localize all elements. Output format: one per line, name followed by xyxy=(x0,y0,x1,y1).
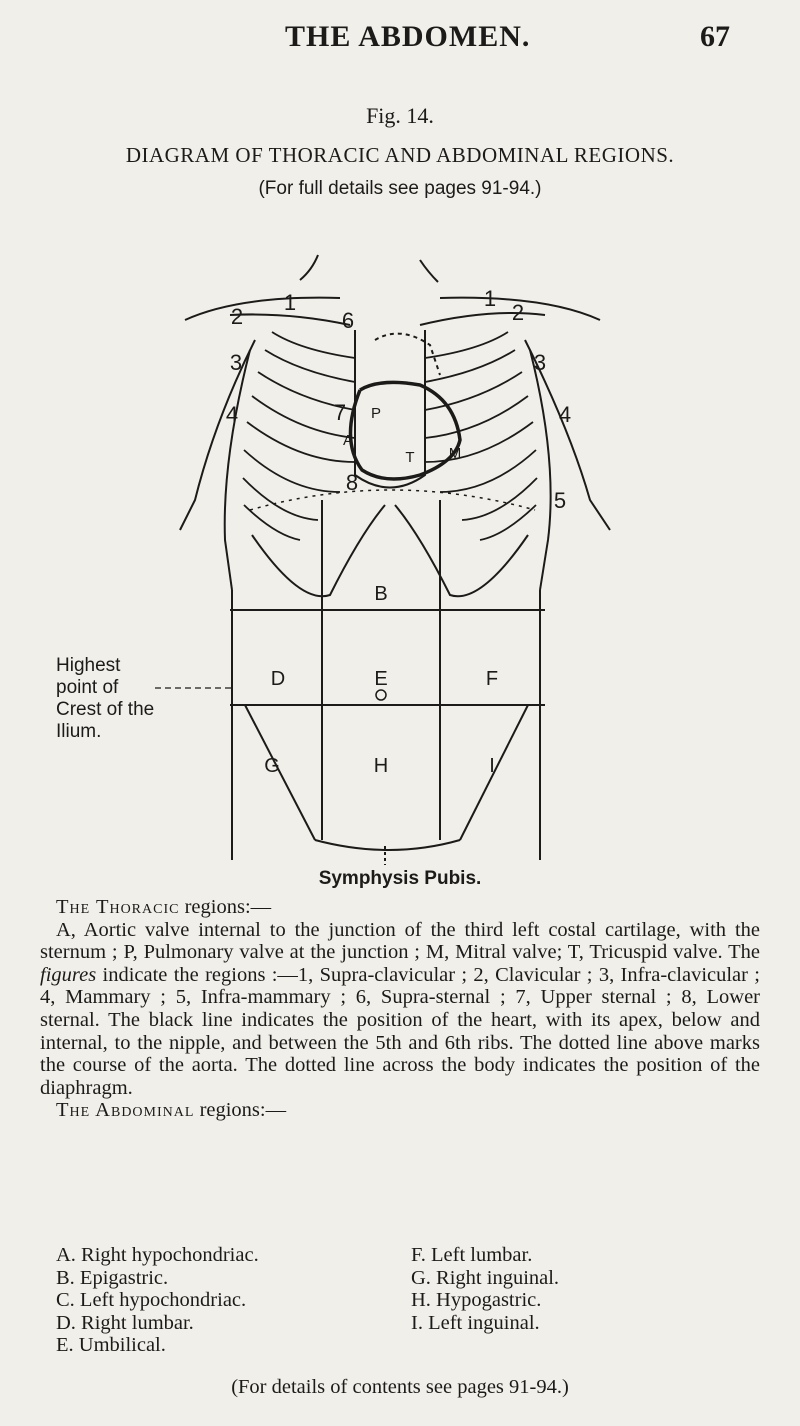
left-inguinal-line xyxy=(245,705,315,840)
region-number-3-left: 3 xyxy=(229,350,243,375)
region-letter-f: F xyxy=(485,668,499,690)
abdominal-heading-caps: The Abdominal xyxy=(56,1099,195,1122)
running-title: THE ABDOMEN. xyxy=(285,20,531,53)
right-clavicle xyxy=(420,313,545,325)
abdominal-list-right xyxy=(411,1244,731,1334)
region-number-5: 5 xyxy=(553,488,567,513)
crest-of-ilium-label xyxy=(56,655,154,743)
region-letter-b: B xyxy=(374,583,388,605)
region-number-1-left: 1 xyxy=(283,290,297,315)
abdominal-list-left xyxy=(56,1244,396,1357)
thoracic-body-1: A, Aortic valve internal to the junction of the third left costal cartilage, with the sternum ; P, Pulmonary valve at the junction ; M, Mitral valve; T, Tricuspid valve. The xyxy=(40,918,760,964)
neck-left-line xyxy=(300,255,318,280)
neck-right-line xyxy=(420,260,438,282)
list-item: B. Epigastric. xyxy=(56,1266,169,1289)
thoraco-abdominal-diagram xyxy=(0,200,800,870)
page-number: 67 xyxy=(700,20,730,53)
right-ribs xyxy=(425,332,537,540)
region-letter-g: G xyxy=(264,755,280,777)
region-letter-e: E xyxy=(374,668,388,690)
figure-label: Fig. 14. xyxy=(366,103,434,128)
region-number-3-right: 3 xyxy=(533,350,547,375)
region-number-4-left: 4 xyxy=(225,402,239,427)
list-item: G. Right inguinal. xyxy=(411,1266,560,1289)
region-letter-i: I xyxy=(489,755,495,777)
thoracic-heading-rest: regions:— xyxy=(179,896,272,918)
left-ribs xyxy=(243,332,355,540)
region-number-7: 7 xyxy=(333,400,347,425)
region-number-2-left: 2 xyxy=(230,304,244,329)
left-shoulder-line xyxy=(185,298,340,320)
thoracic-body-2: indicate the regions :—1, Supra-clavicular ; 2, Clavicular ; 3, Infra-clavicular ; 4, Mammary ; 5, Infra-mammary ; 6, Supra-sternal ; 7, Upper sternal ; 8, Lower sternal. The black line indicates the position of the heart, with its apex, below and internal, to the nipple, and between the 5th and 6th ribs. The dotted line above marks the course of the aorta. The dotted line across the body indicates the position of the diaphragm. xyxy=(40,963,760,1099)
list-item: E. Umbilical. xyxy=(56,1334,166,1357)
figure-title: DIAGRAM OF THORACIC AND ABDOMINAL REGIONS. xyxy=(125,143,675,167)
abdominal-heading-rest: regions:— xyxy=(194,1099,287,1122)
contents-note: (For details of contents see pages 91-94.) xyxy=(231,1376,569,1398)
umbilicus-mark xyxy=(376,690,386,700)
thoracic-heading xyxy=(40,896,760,919)
side-label-line: Ilium. xyxy=(56,721,102,742)
region-number-1-right: 1 xyxy=(483,286,497,311)
region-letter-h: H xyxy=(373,755,389,777)
side-label-line: Crest of the xyxy=(56,699,155,720)
list-item: I. Left inguinal. xyxy=(411,1311,540,1334)
side-label-line: point of xyxy=(56,677,119,698)
aorta-dotted-line xyxy=(375,334,440,375)
list-item: A. Right hypochondriac. xyxy=(56,1244,259,1266)
left-costal-margin xyxy=(252,505,385,596)
figure-note: (For full details see pages 91-94.) xyxy=(258,178,542,199)
list-item: H. Hypogastric. xyxy=(411,1289,542,1312)
running-header xyxy=(0,20,800,60)
list-item: F. Left lumbar. xyxy=(411,1244,533,1266)
region-number-6: 6 xyxy=(341,308,355,333)
list-item: D. Right lumbar. xyxy=(56,1311,194,1334)
left-chest-wall xyxy=(225,350,250,590)
left-clavicle xyxy=(230,314,350,325)
abdominal-heading xyxy=(40,1099,760,1122)
list-item: C. Left hypochondriac. xyxy=(56,1289,247,1312)
valve-letter-m: M xyxy=(448,445,462,462)
valve-letter-a: A xyxy=(342,432,354,449)
thoracic-heading-caps: The Thoracic xyxy=(56,896,180,918)
side-label-line: Highest xyxy=(56,655,121,676)
thoracic-body-italic: figures xyxy=(40,963,97,986)
diaphragm-dotted-line xyxy=(250,490,535,510)
right-costal-margin xyxy=(395,505,528,596)
pubic-arc xyxy=(315,840,460,850)
region-number-4-right: 4 xyxy=(558,402,572,427)
left-arm-line xyxy=(180,340,255,530)
valve-letter-p: P xyxy=(370,405,382,422)
region-letter-d: D xyxy=(270,668,286,690)
region-number-8: 8 xyxy=(345,470,359,495)
region-number-2-right: 2 xyxy=(511,300,525,325)
symphysis-pubis-label: Symphysis Pubis. xyxy=(318,868,482,889)
thoracic-regions-section xyxy=(40,896,760,1122)
valve-letter-t: T xyxy=(405,449,415,466)
thoracic-description xyxy=(40,919,760,1100)
region-letter-group xyxy=(264,583,498,777)
